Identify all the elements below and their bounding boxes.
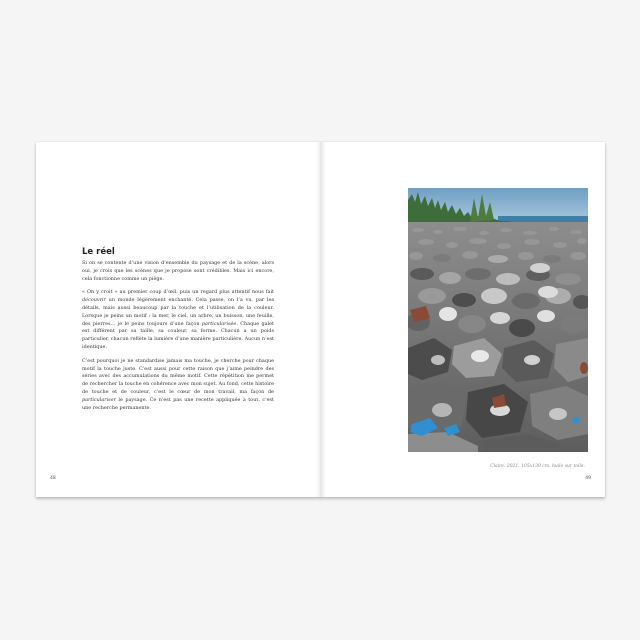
page-number-left: 48 — [50, 476, 56, 481]
left-page — [36, 142, 320, 497]
painting-caption: Claire. 2021. 105x130 cm. huile sur toile. — [490, 464, 585, 469]
paragraph-3: C’est pourquoi je ne standardise jamais ma touche, je cherche pour chaque motif la touche juste. C’est aussi pour cette raison que j’aime peindre des séries avec des accumulations du même motif. Cette répétition me permet de rechercher la touche en cohérence avec mon sujet. Au fond, cette histoire de touche et de couleur, c’est le cœur de mon travail, ma façon de particulariser le paysage. Ce n’est pas une recette appliquée à tout, c’est une recherche permanente. — [82, 357, 274, 411]
paragraph-2: « On y croit » au premier coup d’œil, puis un regard plus attentif nous fait découvrir un monde légèrement enchanté. Cela passe, on l’a vu, par les détails, mais aussi beaucoup par la touche et l’utilisation de la couleur. Lorsque je peins un motif : la mer, le ciel, un arbre, un buisson, une feuille, des pierres… je le peins toujours d’une façon particularisée. Chaque galet est différent par sa taille, sa couleur, sa forme. Chacun a un poids particulier, chacun reflète la lumière d’une manière particulière. Aucun n’est identique. — [82, 289, 275, 350]
section-heading: Le réel — [82, 247, 115, 257]
sea-band — [498, 216, 588, 222]
body-text — [82, 260, 274, 418]
paragraph-1: Si on se contente d’une vision d’ensemble du paysage et de la scène, alors oui, je crois que les scènes que je propose sont crédibles. Mais ici encore, cela fonctionne comme un piège. — [82, 260, 274, 282]
right-page — [320, 142, 605, 497]
foreground-pebbles — [408, 338, 588, 452]
page-number-right: 49 — [585, 476, 591, 481]
painting-image — [408, 188, 588, 452]
book-spread — [36, 142, 605, 497]
